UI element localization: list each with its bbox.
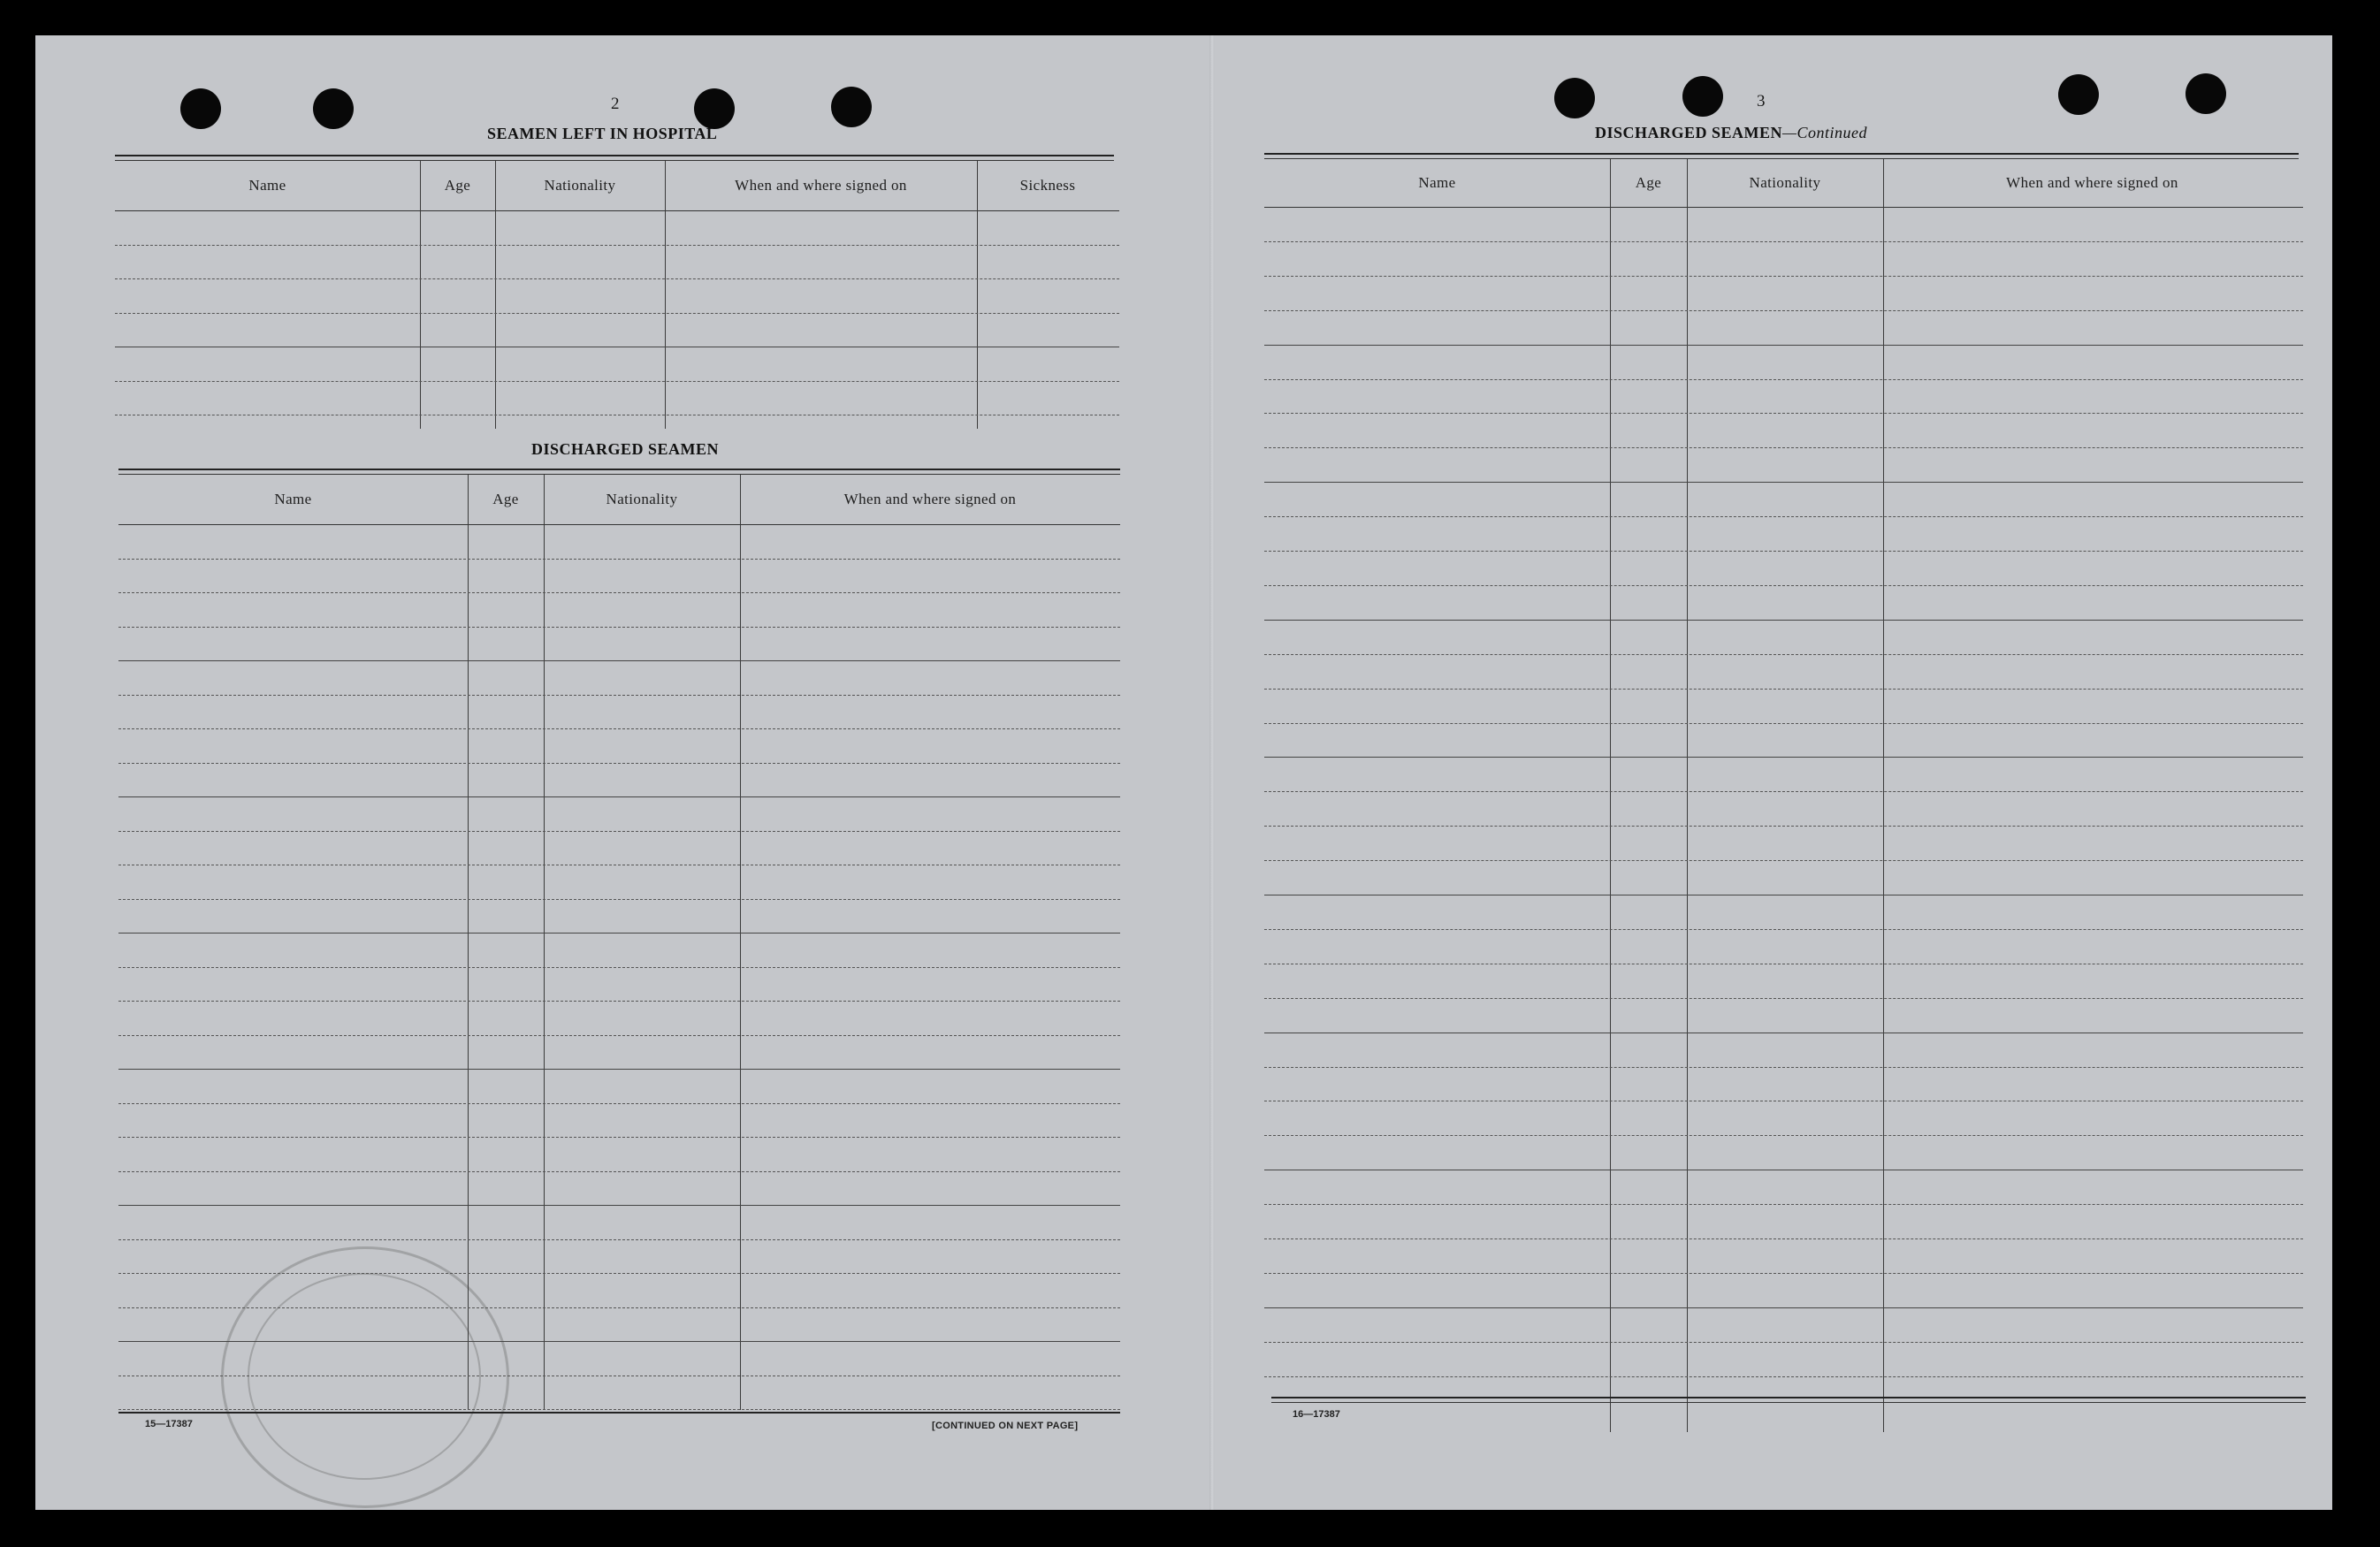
column-header: When and where signed on [843,491,1017,507]
table-row[interactable] [1264,826,2303,827]
punch-hole [313,88,354,129]
column-divider [468,475,469,1410]
table-row[interactable] [118,831,1120,832]
table-row[interactable] [1264,1238,2303,1239]
column-header: Nationality [544,177,616,194]
table-row[interactable] [118,1137,1120,1138]
table-row[interactable] [1264,723,2303,724]
table-row[interactable] [1264,413,2303,414]
table-row[interactable] [1264,620,2303,621]
column-header: Name [248,177,286,194]
continued-note: [CONTINUED ON NEXT PAGE] [932,1421,1079,1431]
table-row[interactable] [115,245,1119,246]
table-row[interactable] [118,967,1120,968]
table-row[interactable] [115,278,1119,279]
column-header: Age [1635,174,1662,191]
table-row[interactable] [118,899,1120,900]
table-row[interactable] [115,313,1119,314]
discharged-continued-suffix: —Continued [1782,124,1868,141]
continued-bottom-rule [1271,1397,2306,1403]
column-divider [1687,159,1688,1432]
column-divider [740,475,741,1410]
discharged-title-rule [118,469,1120,475]
table-row[interactable] [1264,276,2303,277]
discharged-continued-title-rule [1264,153,2299,159]
table-row[interactable] [118,1341,1120,1342]
table-row[interactable] [1264,929,2303,930]
table-row[interactable] [1264,379,2303,380]
table-row[interactable] [1264,1067,2303,1068]
column-divider [1610,159,1611,1432]
discharged-continued-table [1264,159,2303,1432]
table-row[interactable] [118,1409,1120,1410]
column-divider [495,161,496,429]
discharged-section-title: DISCHARGED SEAMEN [531,440,720,458]
table-row[interactable] [1264,1307,2303,1308]
table-row[interactable] [1264,998,2303,999]
column-divider [977,161,978,429]
column-divider [420,161,421,429]
table-row[interactable] [1264,551,2303,552]
table-row[interactable] [1264,757,2303,758]
column-header: Name [1418,174,1456,191]
table-row[interactable] [118,627,1120,628]
table-row[interactable] [1264,516,2303,517]
table-row[interactable] [1264,1273,2303,1274]
column-divider [544,475,545,1410]
discharged-continued-title-text: DISCHARGED SEAMEN [1595,124,1783,141]
hospital-section-title: SEAMEN LEFT IN HOSPITAL [487,125,718,142]
table-row[interactable] [1264,585,2303,586]
hospital-title-rule [115,155,1114,161]
hospital-table [115,161,1119,429]
form-code-left: 15—17387 [145,1419,193,1429]
column-header: When and where signed on [2006,174,2178,191]
table-row[interactable] [1264,654,2303,655]
table-row[interactable] [1264,241,2303,242]
table-row[interactable] [115,381,1119,382]
table-row[interactable] [1264,310,2303,311]
discharged-bottom-rule [118,1412,1120,1414]
column-header: Nationality [1749,174,1821,191]
table-row[interactable] [118,660,1120,661]
document-sheet [35,35,2332,1510]
table-row[interactable] [1264,1204,2303,1205]
punch-hole [1682,76,1723,117]
punch-hole [694,88,735,129]
form-code-right: 16—17387 [1293,1409,1340,1420]
table-row[interactable] [1264,345,2303,346]
table-row[interactable] [1264,1342,2303,1343]
table-row[interactable] [118,559,1120,560]
table-row[interactable] [118,1171,1120,1172]
table-header [118,475,1120,525]
column-divider [1883,159,1884,1432]
table-row[interactable] [118,1001,1120,1002]
page-fold [1209,35,1215,1510]
table-row[interactable] [118,763,1120,764]
page-number-right: 3 [1757,92,1766,110]
table-row[interactable] [118,1273,1120,1274]
table-header [115,161,1119,211]
table-row[interactable] [118,1103,1120,1104]
punch-hole [180,88,221,129]
column-header: Age [444,177,471,194]
table-row[interactable] [1264,689,2303,690]
column-header: When and where signed on [735,177,907,194]
column-divider [665,161,666,429]
table-row[interactable] [118,592,1120,593]
discharged-continued-title [1595,124,1867,142]
column-header: Sickness [1019,177,1076,194]
table-row[interactable] [118,933,1120,934]
column-header: Age [492,491,519,507]
punch-hole [831,87,872,127]
column-header: Nationality [606,491,678,507]
table-row[interactable] [118,1307,1120,1308]
column-header: Name [274,491,312,507]
table-row[interactable] [1264,1376,2303,1377]
table-row[interactable] [118,796,1120,797]
table-row[interactable] [1264,791,2303,792]
page-number-left: 2 [611,95,620,113]
table-row[interactable] [1264,1135,2303,1136]
punch-hole [2185,73,2226,114]
table-header [1264,159,2303,208]
table-row[interactable] [118,1035,1120,1036]
table-row[interactable] [118,728,1120,729]
table-row[interactable] [1264,447,2303,448]
table-row[interactable] [118,1239,1120,1240]
discharged-table [118,475,1120,1410]
table-row[interactable] [1264,482,2303,483]
table-row[interactable] [118,1205,1120,1206]
table-row[interactable] [1264,860,2303,861]
punch-hole [1554,78,1595,118]
table-row[interactable] [118,695,1120,696]
table-row[interactable] [118,1069,1120,1070]
punch-hole [2058,74,2099,115]
